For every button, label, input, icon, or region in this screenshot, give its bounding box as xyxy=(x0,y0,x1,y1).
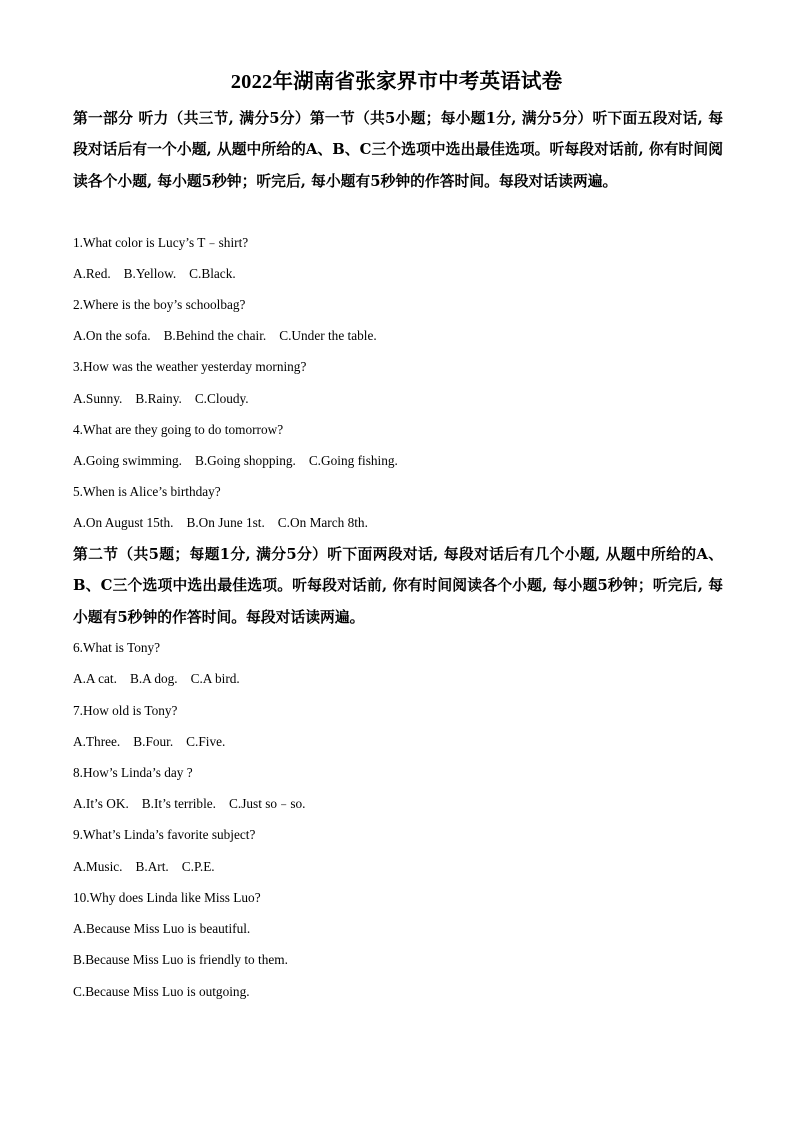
question-6: 6.What is Tony? xyxy=(73,640,161,655)
option-c: C.Because Miss Luo is outgoing. xyxy=(73,984,250,999)
section2-instructions: 第二节（共5题；每题1分, 满分5分）听下面两段对话, 每段对话后有几个小题, 从题中所给的A、B、C三个选项中选出最佳选项。听每段对话前, 你有时间阅读各个小题, 每小题5秒钟；听完后, 每小题有5秒钟的作答时间。每段对话读两遍。 xyxy=(73,546,723,626)
question-2: 2.Where is the boy’s schoolbag? xyxy=(73,297,246,312)
option-c: C.A bird. xyxy=(190,671,240,686)
option-a: A.Red. xyxy=(73,266,111,281)
question-9: 9.What’s Linda’s favorite subject? xyxy=(73,827,256,842)
option-b: B.Four. xyxy=(133,734,174,749)
option-b: B.Rainy. xyxy=(135,391,182,406)
option-a: A.A cat. xyxy=(73,671,117,686)
option-b: B.Going shopping. xyxy=(194,453,296,468)
option-a: A.Because Miss Luo is beautiful. xyxy=(73,921,251,936)
page-title: 2022年湖南省张家界市中考英语试卷 xyxy=(230,71,563,93)
part1-instructions: 第一部分 听力（共三节, 满分5分）第一节（共5小题；每小题1分, 满分5分）听下面五段对话, 每段对话后有一个小题, 从题中所给的A、B、C三个选项中选出最佳选项。听每段对话前, 你有时间阅读各个小题, 每小题5秒钟；听完后, 每小题有5秒钟的作答时间。每段对话读两遍。 xyxy=(73,110,723,190)
option-b: B.A dog. xyxy=(129,671,178,686)
question-3: 3.How was the weather yesterday morning? xyxy=(73,359,307,374)
option-b: B.Yellow. xyxy=(123,266,177,281)
option-a: A.It’s OK. xyxy=(73,796,129,811)
options-4 xyxy=(73,452,398,470)
option-a: A.Three. xyxy=(73,734,121,749)
question-7: 7.How old is Tony? xyxy=(73,703,178,718)
option-b: B.Because Miss Luo is friendly to them. xyxy=(73,952,288,967)
options-2 xyxy=(73,327,377,345)
question-1: 1.What color is Lucy’s T﹣shirt? xyxy=(73,235,249,250)
option-a: A.Music. xyxy=(73,859,123,874)
option-b: B.It’s terrible. xyxy=(141,796,217,811)
option-c: C.Cloudy. xyxy=(194,391,249,406)
question-5: 5.When is Alice’s birthday? xyxy=(73,484,221,499)
option-c: C.Just so﹣so. xyxy=(229,796,306,811)
question-10: 10.Why does Linda like Miss Luo? xyxy=(73,890,261,905)
option-c: C.Under the table. xyxy=(279,328,377,343)
option-b: B.On June 1st. xyxy=(186,515,265,530)
question-8: 8.How’s Linda’s day ? xyxy=(73,765,193,780)
options-1 xyxy=(73,265,236,283)
option-c: C.P.E. xyxy=(181,859,215,874)
option-c: C.Five. xyxy=(186,734,226,749)
option-a: A.Going swimming. xyxy=(73,453,182,468)
option-a: A.On August 15th. xyxy=(73,515,174,530)
options-7 xyxy=(73,733,225,751)
option-b: B.Behind the chair. xyxy=(163,328,267,343)
options-8 xyxy=(73,795,306,813)
option-b: B.Art. xyxy=(135,859,169,874)
question-4: 4.What are they going to do tomorrow? xyxy=(73,422,284,437)
option-c: C.On March 8th. xyxy=(277,515,368,530)
option-a: A.On the sofa. xyxy=(73,328,151,343)
options-6 xyxy=(73,670,240,688)
options-5 xyxy=(73,514,368,532)
option-a: A.Sunny. xyxy=(73,391,123,406)
options-3 xyxy=(73,390,249,408)
option-c: C.Going fishing. xyxy=(308,453,398,468)
option-c: C.Black. xyxy=(189,266,236,281)
options-9 xyxy=(73,858,215,876)
